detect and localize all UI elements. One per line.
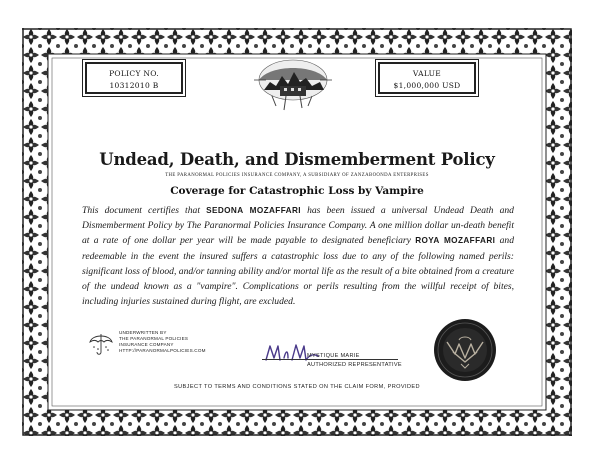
insured-name: SEDONA MOZAFFARI bbox=[206, 206, 301, 215]
value-label: VALUE bbox=[412, 69, 442, 78]
gold-seal-icon bbox=[433, 318, 497, 382]
beneficiary-name: ROYA MOZAFFARI bbox=[415, 236, 496, 246]
umbrella-logo-icon bbox=[88, 330, 114, 358]
policy-label: POLICY NO. bbox=[109, 69, 159, 78]
underwriter-block bbox=[119, 330, 239, 354]
underwriter-line-2: THE PARANORMAL POLICIES bbox=[119, 336, 189, 341]
certificate-body bbox=[82, 203, 514, 309]
policy-title: Undead, Death, and Dismemberment Policy bbox=[99, 150, 495, 169]
company-subtitle: THE PARANORMAL POLICIES INSURANCE COMPANY, A SUBSIDIARY OF ZANZABOONDA ENTERPRISES bbox=[165, 173, 429, 178]
haunted-mansion-emblem bbox=[250, 50, 336, 116]
underwriter-website: HTTP://PARANORMALPOLICIES.COM bbox=[119, 348, 206, 353]
underwriter-line-1: UNDERWRITTEN BY bbox=[119, 330, 167, 335]
underwriter-line-3: INSURANCE COMPANY bbox=[119, 342, 174, 347]
coverage-heading: Coverage for Catastrophic Loss by Vampire bbox=[170, 185, 424, 197]
policy-number: 10312010 B bbox=[109, 81, 159, 90]
signatory-title: AUTHORIZED REPRESENTATIVE bbox=[307, 362, 402, 368]
body-intro: This document certifies that bbox=[82, 205, 200, 216]
signature-line bbox=[262, 359, 398, 360]
certificate bbox=[22, 28, 572, 436]
value-box bbox=[378, 62, 476, 94]
body-middle: has been issued a universal Undead Death and Dismemberment Policy by The Paranormal Policies Insurance Company. A one million dollar un-death benefit at a rate of one dollar per year will be made payable to designated beneficiary bbox=[82, 205, 514, 247]
body-perils: and redeemable in the event the insured suffers a catastrophic loss due to any of the following named perils: significant loss of blood, and/or tanning ability and/or mortal life as the result of a bite obtained from a creature of the undead known as a "vampire". Complications or perils resulting from the willful receipt of bites, including injuries sustained during flight, are excluded. bbox=[82, 235, 514, 308]
terms-footer: SUBJECT TO TERMS AND CONDITIONS STATED ON THE CLAIM FORM, PROVIDED bbox=[173, 384, 421, 390]
handwritten-signature bbox=[262, 340, 322, 364]
value-amount: $1,000,000 USD bbox=[393, 81, 461, 90]
signatory-name: MYSTIQUE MARIE bbox=[307, 353, 360, 359]
policy-number-box bbox=[85, 62, 183, 94]
